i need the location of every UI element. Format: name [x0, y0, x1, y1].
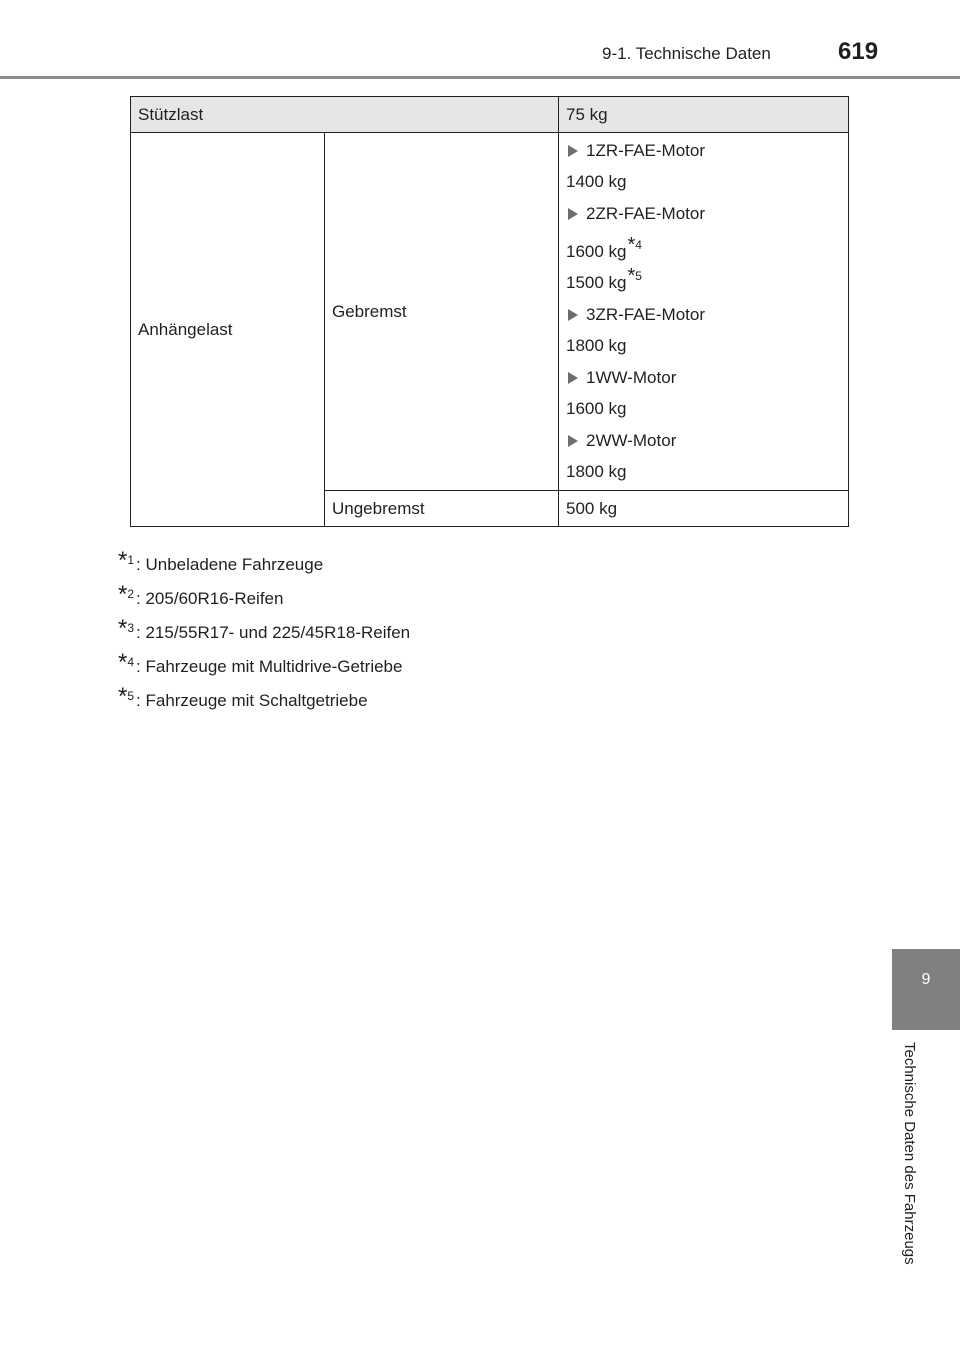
load-value: 1400 kg — [566, 172, 627, 191]
anhaengelast-label: Anhängelast — [131, 133, 325, 527]
motor-entry — [566, 431, 848, 482]
table-row-stuetzlast — [131, 97, 849, 133]
footnote-list — [118, 541, 410, 711]
motor-name: 2WW-Motor — [586, 431, 677, 450]
motor-name: 1WW-Motor — [586, 368, 677, 387]
arrow-icon — [568, 435, 578, 447]
load-value: 1600 kg — [566, 399, 627, 418]
footnote-number: 1 — [127, 553, 135, 567]
asterisk-icon: * — [118, 547, 128, 574]
footnote — [118, 643, 410, 677]
chapter-number: 9 — [921, 971, 931, 988]
asterisk-icon: * — [118, 615, 128, 642]
footnote-number: 5 — [127, 689, 135, 703]
motor-name: 1ZR-FAE-Motor — [586, 141, 706, 160]
header-divider — [0, 76, 960, 79]
arrow-icon — [568, 372, 578, 384]
motor-entry — [566, 204, 848, 293]
towing-spec-table — [130, 96, 849, 527]
table-row-gebremst — [131, 133, 849, 491]
arrow-icon — [568, 208, 578, 220]
load-value: 1800 kg — [566, 336, 627, 355]
ungebremst-value: 500 kg — [559, 491, 849, 527]
stuetzlast-label: Stützlast — [131, 97, 559, 133]
asterisk-icon: * — [118, 581, 128, 608]
chapter-tab — [892, 949, 960, 1030]
stuetzlast-value: 75 kg — [559, 97, 849, 133]
motor-load-list — [559, 133, 849, 491]
load-value: 1800 kg — [566, 462, 627, 481]
motor-entry — [566, 141, 848, 192]
motor-name: 2ZR-FAE-Motor — [586, 204, 706, 223]
ungebremst-label: Ungebremst — [325, 491, 559, 527]
footnote-text: : 205/60R16-Reifen — [136, 589, 284, 608]
asterisk-icon: * — [118, 683, 128, 710]
load-value: 1500 kg — [566, 273, 627, 292]
footnote-text: : Fahrzeuge mit Multidrive-Getriebe — [136, 657, 403, 676]
load-value: 1600 kg — [566, 242, 627, 261]
motor-name: 3ZR-FAE-Motor — [586, 305, 706, 324]
motor-entry — [566, 368, 848, 419]
footnote — [118, 575, 410, 609]
chapter-title: Technische Daten des Fahrzeugs — [901, 1042, 918, 1265]
footnote-text: : Unbeladene Fahrzeuge — [136, 555, 324, 574]
asterisk-icon: * — [627, 265, 636, 287]
footnote — [118, 677, 410, 711]
footnote-ref: 5 — [635, 269, 642, 283]
footnote-text: : Fahrzeuge mit Schaltgetriebe — [136, 691, 368, 710]
arrow-icon — [568, 145, 578, 157]
chapter-title-vertical — [893, 1042, 927, 1307]
asterisk-icon: * — [118, 649, 128, 676]
arrow-icon — [568, 309, 578, 321]
asterisk-icon: * — [627, 234, 636, 256]
footnote-number: 3 — [127, 621, 135, 635]
footnote — [118, 609, 410, 643]
footnote-number: 2 — [127, 587, 135, 601]
footnote — [118, 541, 410, 575]
footnote-ref: 4 — [635, 238, 642, 252]
page-number: 619 — [838, 38, 879, 65]
motor-entry — [566, 305, 848, 356]
footnote-text: : 215/55R17- und 225/45R18-Reifen — [136, 623, 411, 642]
gebremst-label: Gebremst — [325, 133, 559, 491]
footnote-number: 4 — [127, 655, 135, 669]
section-title: 9-1. Technische Daten — [602, 44, 771, 63]
